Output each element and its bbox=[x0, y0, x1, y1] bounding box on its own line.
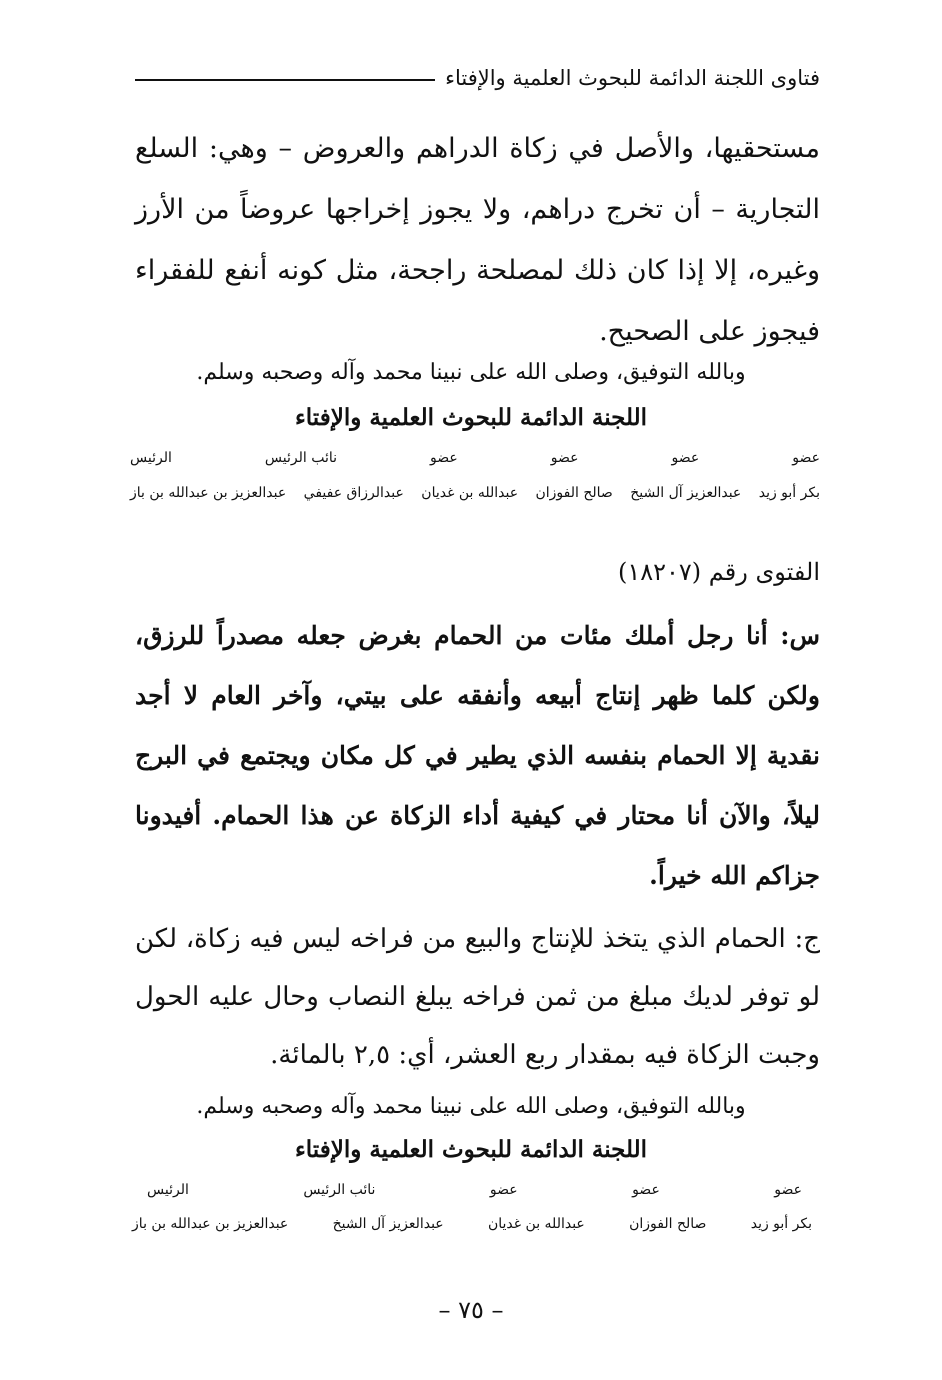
header-rule bbox=[135, 79, 435, 81]
signatory-name: عبدالله بن غديان bbox=[421, 485, 519, 501]
fatwa-number: الفتوى رقم (١٨٢٠٧) bbox=[617, 558, 820, 586]
signatory-title: نائب الرئيس bbox=[303, 1182, 376, 1198]
running-header-title: فتاوى اللجنة الدائمة للبحوث العلمية والإفتاء bbox=[445, 66, 820, 90]
running-header bbox=[135, 60, 820, 96]
signature-names bbox=[132, 1216, 812, 1232]
signature-titles bbox=[130, 450, 820, 466]
committee-name: اللجنة الدائمة للبحوث العلمية والإفتاء bbox=[294, 404, 648, 431]
answer-continuation: مستحقيها، والأصل في زكاة الدراهم والعروض – وهي: السلع التجارية – أن تخرج دراهم، ولا يجوز إخراجها عروضاً من الأرز وغيره، إلا إذا كان ذلك لمصلحة راجحة، مثل كونه أنفع للفقراء فيجوز على الصحيح. bbox=[135, 133, 820, 347]
signatory-title: عضو bbox=[774, 1182, 802, 1198]
signatory-name: عبدالعزيز بن عبدالله بن باز bbox=[130, 485, 287, 501]
signature-names bbox=[130, 485, 820, 501]
signatory-title: عضو bbox=[430, 450, 458, 466]
signatory-name: صالح الفوزان bbox=[535, 485, 613, 501]
signatory-title: عضو bbox=[792, 450, 820, 466]
signatory-name: عبدالعزيز آل الشيخ bbox=[332, 1216, 444, 1232]
page-number: – ٧٥ – bbox=[438, 1296, 504, 1324]
signatory-title: عضو bbox=[550, 450, 579, 466]
signatory-title: الرئيس bbox=[147, 1182, 189, 1198]
signatory-name: بكر أبو زيد bbox=[750, 1216, 812, 1232]
signatory-title: عضو bbox=[632, 1182, 660, 1198]
closing-blessing: وبالله التوفيق، وصلى الله على نبينا محمد وآله وصحبه وسلم. bbox=[196, 1094, 746, 1119]
signatory-title: الرئيس bbox=[130, 450, 172, 466]
signatory-name: عبدالرزاق عفيفي bbox=[303, 485, 404, 501]
answer-text: ج: الحمام الذي يتخذ للإنتاج والبيع من فراخه ليس فيه زكاة، لكن لو توفر لديك مبلغ من ثمن فراخه يبلغ النصاب وحال عليه الحول وجبت الزكاة فيه بمقدار ربع العشر، أي: ٢,٥ بالمائة. bbox=[135, 924, 820, 1070]
signatory-name: عبدالله بن غديان bbox=[487, 1216, 585, 1232]
signatory-name: صالح الفوزان bbox=[629, 1216, 707, 1232]
signatory-title: نائب الرئيس bbox=[264, 450, 337, 466]
closing-blessing: وبالله التوفيق، وصلى الله على نبينا محمد وآله وصحبه وسلم. bbox=[196, 360, 746, 385]
committee-name: اللجنة الدائمة للبحوث العلمية والإفتاء bbox=[294, 1136, 648, 1163]
signatory-name: عبدالعزيز بن عبدالله بن باز bbox=[132, 1216, 289, 1232]
signatory-name: عبدالعزيز آل الشيخ bbox=[630, 485, 742, 501]
signatory-title: عضو bbox=[671, 450, 700, 466]
signature-titles bbox=[147, 1182, 802, 1198]
signatory-name: بكر أبو زيد bbox=[758, 485, 820, 501]
signatory-title: عضو bbox=[489, 1182, 518, 1198]
question-text: س: أنا رجل أملك مئات من الحمام بغرض جعله مصدراً للرزق، ولكن كلما ظهر إنتاج أبيعه وأنفقه على بيتي، وآخر العام لا أجد نقدية إلا الحمام بنفسه الذي يطير في كل مكان ويجتمع في البرج ليلاً، والآن أنا محتار في كيفية أداء الزكاة عن هذا الحمام. أفيدونا جزاكم الله خيراً. bbox=[135, 621, 820, 890]
